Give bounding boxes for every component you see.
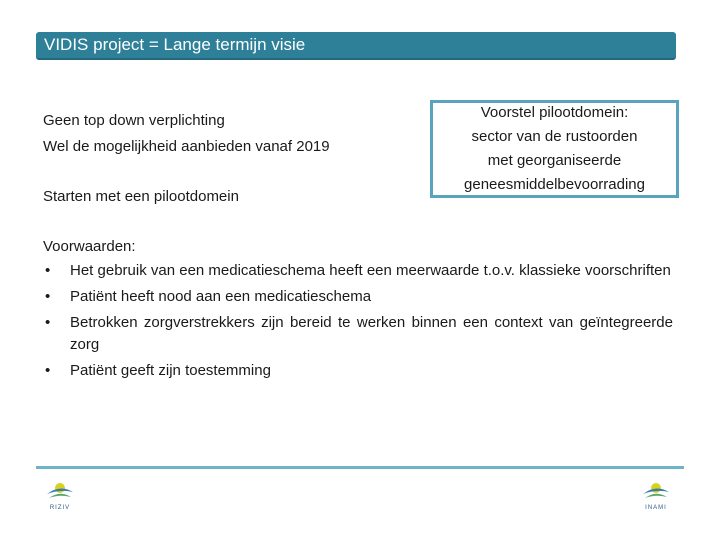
inami-logo-icon xyxy=(641,480,671,504)
bullet: • xyxy=(45,362,51,379)
conditions-section xyxy=(43,234,673,386)
proposal-line-3: met georganiseerde xyxy=(487,152,622,169)
inami-logo-text: INAMI xyxy=(645,505,667,511)
intro-text xyxy=(43,108,330,160)
list-item-text: Patiënt heeft nood aan een medicatieschema xyxy=(70,288,372,305)
list-item-text: Betrokken zorgverstrekkers zijn bereid te werken binnen een context van geïntegreerde zorg xyxy=(70,314,673,353)
footer-divider xyxy=(36,466,684,469)
bullet: • xyxy=(45,262,51,279)
list-item-text: Patiënt geeft zijn toestemming xyxy=(70,362,271,379)
riziv-logo xyxy=(40,480,80,520)
list-item xyxy=(43,286,673,308)
list-item xyxy=(43,360,673,382)
list-item xyxy=(43,312,673,356)
proposal-box xyxy=(430,100,679,198)
start-text: Starten met een pilootdomein xyxy=(43,188,239,205)
slide-title: VIDIS project = Lange termijn visie xyxy=(44,35,306,54)
inami-logo xyxy=(636,480,676,520)
list-item xyxy=(43,260,673,282)
title-bar xyxy=(36,32,676,60)
bullet: • xyxy=(45,314,51,331)
proposal-line-2: sector van de rustoorden xyxy=(471,128,638,145)
intro-line-2: Wel de mogelijkheid aanbieden vanaf 2019 xyxy=(43,138,330,155)
conditions-list xyxy=(43,260,673,382)
conditions-heading: Voorwaarden: xyxy=(43,238,136,255)
proposal-line-1: Voorstel pilootdomein: xyxy=(480,104,629,121)
riziv-logo-text: RIZIV xyxy=(49,505,71,511)
proposal-line-4: geneesmiddelbevoorrading xyxy=(464,176,645,193)
list-item-text: Het gebruik van een medicatieschema heeft een meerwaarde t.o.v. klassieke voorschriften xyxy=(70,262,671,279)
riziv-logo-icon xyxy=(45,480,75,504)
intro-line-1: Geen top down verplichting xyxy=(43,112,225,129)
bullet: • xyxy=(45,288,51,305)
